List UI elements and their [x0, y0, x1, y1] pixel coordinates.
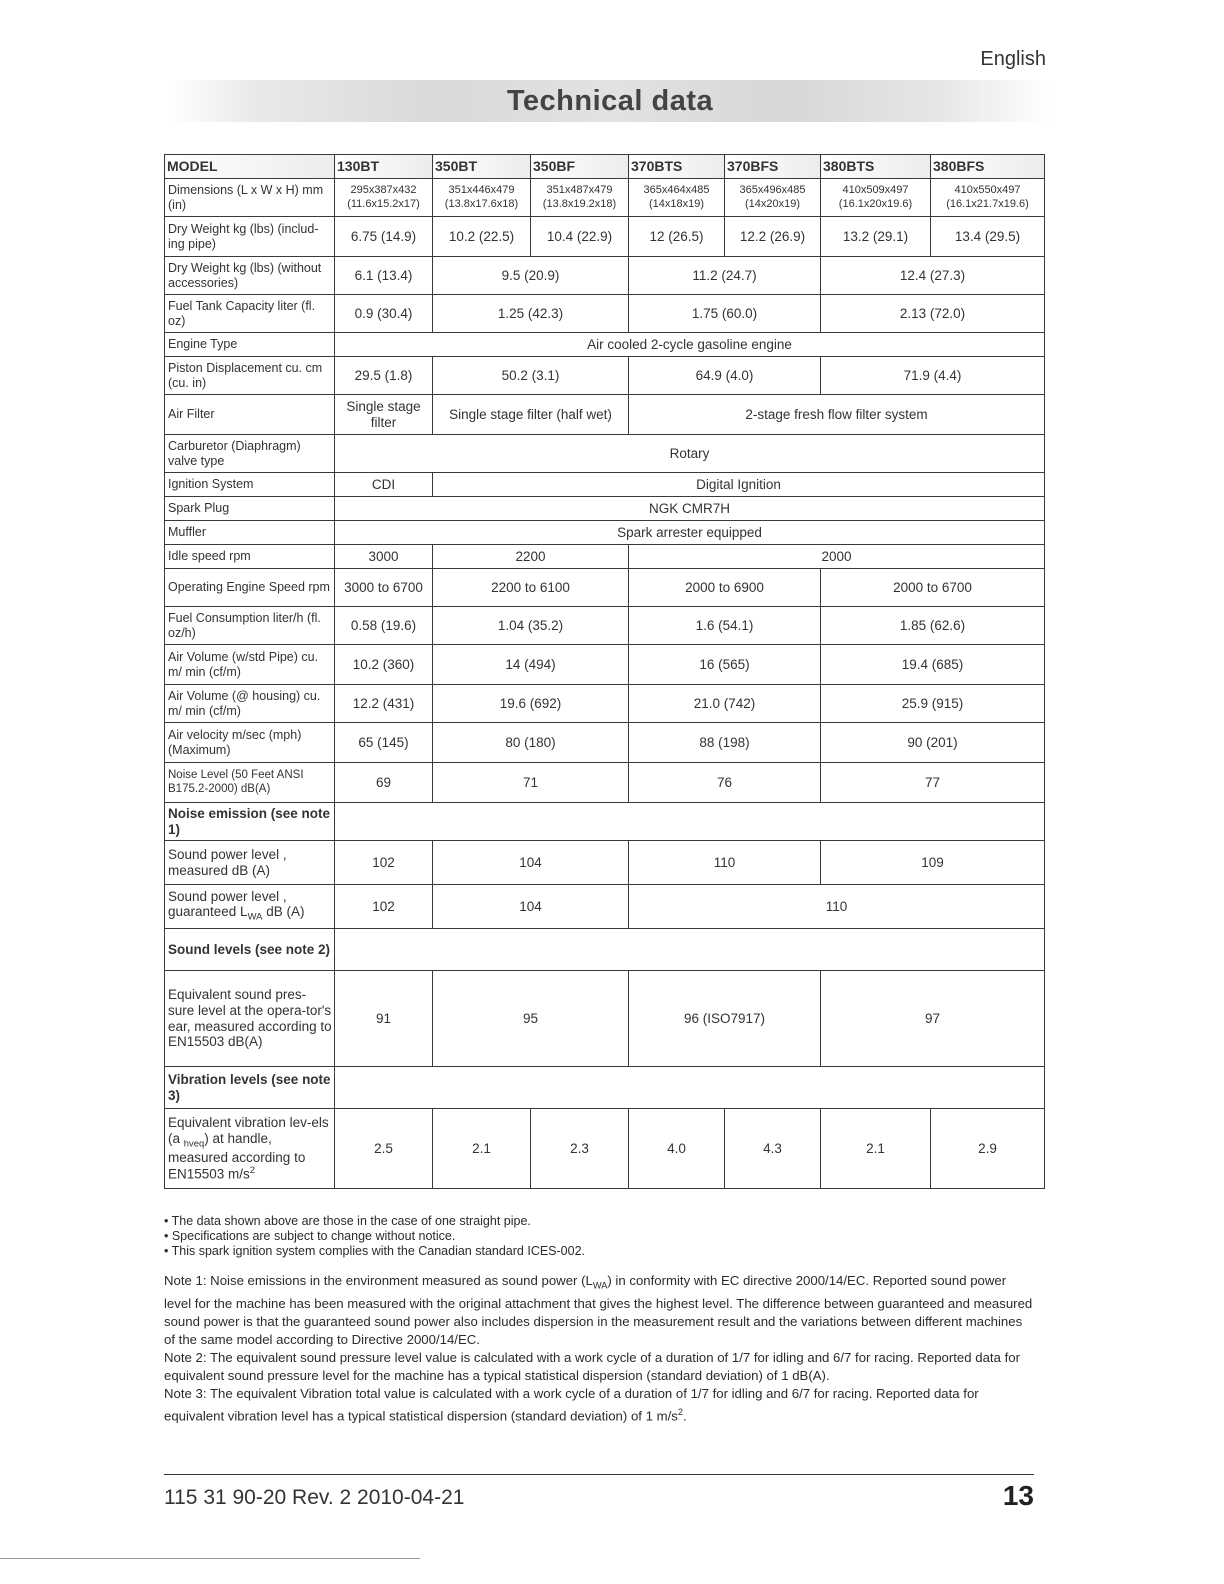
cell: 110	[629, 841, 821, 885]
model-370bts: 370BTS	[629, 155, 725, 179]
table-row	[165, 685, 1045, 723]
cell: 12 (26.5)	[629, 217, 725, 257]
row-label: Spark Plug	[165, 497, 335, 521]
model-380bts: 380BTS	[821, 155, 931, 179]
table-row	[165, 1109, 1045, 1189]
cell: 25.9 (915)	[821, 685, 1045, 723]
row-label: Piston Displacement cu. cm (cu. in)	[165, 357, 335, 395]
cell: 91	[335, 971, 433, 1067]
label-text: Equivalent vibration lev-els (a	[168, 1115, 329, 1146]
cell: 19.4 (685)	[821, 645, 1045, 685]
table-row	[165, 569, 1045, 607]
row-label: Fuel Consumption liter/h (fl. oz/h)	[165, 607, 335, 645]
cell: 1.04 (35.2)	[433, 607, 629, 645]
cell: 351x487x479 (13.8x19.2x18)	[531, 179, 629, 217]
cell: CDI	[335, 473, 433, 497]
cell: 3000	[335, 545, 433, 569]
cell	[335, 1067, 1045, 1109]
cell: Rotary	[335, 435, 1045, 473]
cell	[335, 803, 1045, 841]
cell: 29.5 (1.8)	[335, 357, 433, 395]
cell: 64.9 (4.0)	[629, 357, 821, 395]
row-label: Air Volume (w/std Pipe) cu. m/ min (cf/m)	[165, 645, 335, 685]
cell: 2000 to 6900	[629, 569, 821, 607]
row-label: Dimensions (L x W x H) mm (in)	[165, 179, 335, 217]
table-row	[165, 435, 1045, 473]
cell: 104	[433, 885, 629, 929]
table-row	[165, 395, 1045, 435]
row-label: Operating Engine Speed rpm	[165, 569, 335, 607]
cell: 12.2 (26.9)	[725, 217, 821, 257]
cell: 109	[821, 841, 1045, 885]
page-number: 13	[1002, 1480, 1034, 1511]
cell: 6.1 (13.4)	[335, 257, 433, 295]
note-subscript: WA	[592, 1280, 608, 1291]
row-label: Dry Weight kg (lbs) (includ-ing pipe)	[165, 217, 335, 257]
cell: 1.75 (60.0)	[629, 295, 821, 333]
cell: 69	[335, 763, 433, 803]
row-label: Air Filter	[165, 395, 335, 435]
row-label: Engine Type	[165, 333, 335, 357]
cell: 0.58 (19.6)	[335, 607, 433, 645]
cell: 2000 to 6700	[821, 569, 1045, 607]
notes-section	[164, 1272, 1034, 1425]
model-370bfs: 370BFS	[725, 155, 821, 179]
table-row	[165, 723, 1045, 763]
label-subscript: WA	[247, 912, 263, 924]
row-label	[165, 1109, 335, 1189]
table-row	[165, 333, 1045, 357]
label-superscript: 2	[249, 1164, 256, 1176]
section-label: Vibration levels (see note 3)	[165, 1067, 335, 1109]
table-row	[165, 257, 1045, 295]
note-text: Note 3: The equivalent Vibration total value is calculated with a work cycle of a duration of 1/7 for idling and 6/7 for racing. Reported data for equivalent vibration level has a typical statistical dispersion (standard deviation) of 1 m/s	[164, 1385, 979, 1424]
title-banner	[170, 80, 1050, 122]
cell: NGK CMR7H	[335, 497, 1045, 521]
cell: 10.2 (360)	[335, 645, 433, 685]
cell: 13.4 (29.5)	[931, 217, 1045, 257]
cell: 2.13 (72.0)	[821, 295, 1045, 333]
bullet-item: • Specifications are subject to change without notice.	[164, 1229, 456, 1243]
cell: Single stage filter	[335, 395, 433, 435]
model-350bt: 350BT	[433, 155, 531, 179]
cell: 10.2 (22.5)	[433, 217, 531, 257]
cell: 96 (ISO7917)	[629, 971, 821, 1067]
note-2: Note 2: The equivalent sound pressure level value is calculated with a work cycle of a duration of 1/7 for idling and 6/7 for racing. Reported data for equivalent sound pressure level for the machine has a typical statistical dispersion (standard deviation) of 1 dB(A).	[164, 1349, 1020, 1383]
row-label: Air velocity m/sec (mph) (Maximum)	[165, 723, 335, 763]
note-1	[164, 1272, 1034, 1349]
cell: 14 (494)	[433, 645, 629, 685]
cell: 50.2 (3.1)	[433, 357, 629, 395]
table-row	[165, 473, 1045, 497]
cell: 2200	[433, 545, 629, 569]
cell: 2.5	[335, 1109, 433, 1189]
cell: 104	[433, 841, 629, 885]
note-3	[164, 1385, 1034, 1425]
label-text: dB (A)	[262, 904, 305, 920]
row-label: Muffler	[165, 521, 335, 545]
cell: 19.6 (692)	[433, 685, 629, 723]
cell: 16 (565)	[629, 645, 821, 685]
cell: 2.1	[821, 1109, 931, 1189]
cell: 2000	[629, 545, 1045, 569]
table-row	[165, 545, 1045, 569]
cell: 410x550x497 (16.1x21.7x19.6)	[931, 179, 1045, 217]
cell: 71.9 (4.4)	[821, 357, 1045, 395]
model-380bfs: 380BFS	[931, 155, 1045, 179]
bullet-list	[164, 1214, 585, 1259]
note-text: Note 1: Noise emissions in the environment measured as sound power (L	[164, 1273, 593, 1288]
cell: 21.0 (742)	[629, 685, 821, 723]
cell: 4.3	[725, 1109, 821, 1189]
table-row	[165, 645, 1045, 685]
cell: 0.9 (30.4)	[335, 295, 433, 333]
cell: 365x496x485 (14x20x19)	[725, 179, 821, 217]
cell: 95	[433, 971, 629, 1067]
cell: 2.3	[531, 1109, 629, 1189]
cell: 11.2 (24.7)	[629, 257, 821, 295]
table-row	[165, 885, 1045, 929]
row-label: Idle speed rpm	[165, 545, 335, 569]
cell: 2.1	[433, 1109, 531, 1189]
cell: 365x464x485 (14x18x19)	[629, 179, 725, 217]
table-row	[165, 357, 1045, 395]
cell: 2-stage fresh flow filter system	[629, 395, 1045, 435]
table-row	[165, 179, 1045, 217]
cell: 295x387x432 (11.6x15.2x17)	[335, 179, 433, 217]
language-label: English	[980, 48, 1046, 70]
section-row	[165, 1067, 1045, 1109]
table-header-row	[165, 155, 1045, 179]
cell: 102	[335, 841, 433, 885]
note-text: .	[682, 1408, 687, 1424]
cell: 77	[821, 763, 1045, 803]
table-row	[165, 217, 1045, 257]
cell: 71	[433, 763, 629, 803]
technical-data-table	[164, 154, 1045, 1189]
cell: Single stage filter (half wet)	[433, 395, 629, 435]
label-subscript: hveq	[183, 1138, 205, 1150]
cell: 6.75 (14.9)	[335, 217, 433, 257]
table-row	[165, 971, 1045, 1067]
cell: 76	[629, 763, 821, 803]
cell: 4.0	[629, 1109, 725, 1189]
cell: 12.4 (27.3)	[821, 257, 1045, 295]
bullet-item: • This spark ignition system complies with the Canadian standard ICES-002.	[164, 1244, 586, 1258]
cell: 9.5 (20.9)	[433, 257, 629, 295]
section-label: Sound levels (see note 2)	[165, 929, 335, 971]
row-label: Air Volume (@ housing) cu. m/ min (cf/m)	[165, 685, 335, 723]
row-label: Fuel Tank Capacity liter (fl. oz)	[165, 295, 335, 333]
table-row	[165, 521, 1045, 545]
bullet-item: • The data shown above are those in the case of one straight pipe.	[164, 1214, 531, 1228]
cell: 13.2 (29.1)	[821, 217, 931, 257]
cell: 351x446x479 (13.8x17.6x18)	[433, 179, 531, 217]
section-label: Noise emission (see note 1)	[165, 803, 335, 841]
cell: 65 (145)	[335, 723, 433, 763]
model-label: MODEL	[165, 155, 335, 179]
cell: 102	[335, 885, 433, 929]
row-label: Sound power level , measured dB (A)	[165, 841, 335, 885]
row-label	[165, 885, 335, 929]
row-label: Noise Level (50 Feet ANSI B175.2-2000) dB(A)	[165, 763, 335, 803]
cell: 10.4 (22.9)	[531, 217, 629, 257]
cell: 2200 to 6100	[433, 569, 629, 607]
bottom-divider	[0, 1558, 420, 1559]
cell: 3000 to 6700	[335, 569, 433, 607]
label-text: Sound power level , guaranteed L	[168, 888, 287, 920]
document-reference: 115 31 90-20 Rev. 2 2010-04-21	[164, 1486, 465, 1509]
model-130bt: 130BT	[335, 155, 433, 179]
footer-divider	[164, 1474, 1034, 1475]
table-row	[165, 763, 1045, 803]
model-350bf: 350BF	[531, 155, 629, 179]
cell: 97	[821, 971, 1045, 1067]
row-label: Dry Weight kg (lbs) (without accessories)	[165, 257, 335, 295]
section-row	[165, 803, 1045, 841]
cell: 12.2 (431)	[335, 685, 433, 723]
section-row	[165, 929, 1045, 971]
note-text: ) in conformity with EC directive 2000/14/EC. Reported sound power level for the machine has been measured with the original attachment that gives the highest level. The difference between guaranteed and measured sound power is that the guaranteed sound power also includes dispersion in the measurement result and the variations between different machines of the same model according to Directive 2000/14/EC.	[164, 1273, 1033, 1347]
cell: Spark arrester equipped	[335, 521, 1045, 545]
cell: 1.25 (42.3)	[433, 295, 629, 333]
row-label: Carburetor (Diaphragm) valve type	[165, 435, 335, 473]
cell: Air cooled 2-cycle gasoline engine	[335, 333, 1045, 357]
note-superscript: 2	[677, 1406, 683, 1417]
label-text: ) at handle, measured according to EN15503 m/s	[168, 1130, 306, 1182]
table-row	[165, 497, 1045, 521]
row-label: Equivalent sound pres-sure level at the opera-tor's ear, measured according to EN15503 dB(A)	[165, 971, 335, 1067]
page-title: Technical data	[506, 85, 714, 117]
cell: 80 (180)	[433, 723, 629, 763]
cell: 2.9	[931, 1109, 1045, 1189]
cell: 110	[629, 885, 1045, 929]
row-label: Ignition System	[165, 473, 335, 497]
cell: 410x509x497 (16.1x20x19.6)	[821, 179, 931, 217]
cell	[335, 929, 1045, 971]
table-row	[165, 841, 1045, 885]
cell: 90 (201)	[821, 723, 1045, 763]
cell: 1.6 (54.1)	[629, 607, 821, 645]
cell: Digital Ignition	[433, 473, 1045, 497]
table-row	[165, 607, 1045, 645]
cell: 88 (198)	[629, 723, 821, 763]
cell: 1.85 (62.6)	[821, 607, 1045, 645]
table-row	[165, 295, 1045, 333]
